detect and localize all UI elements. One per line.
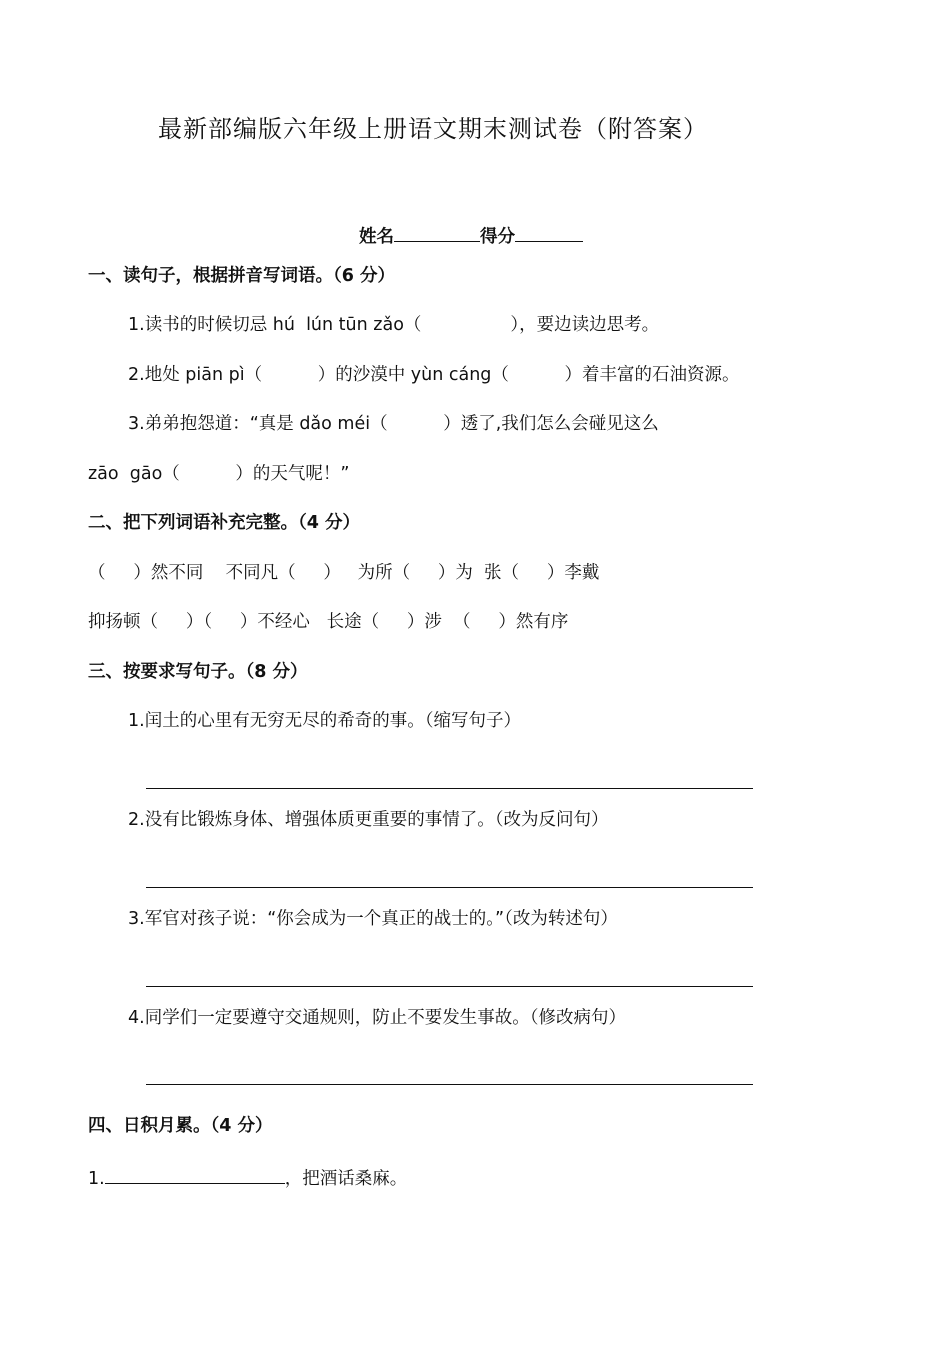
section1-heading: 一、读句子，根据拼音写词语。（6 分） [88, 266, 396, 286]
section2-row-2: 抑扬顿（ ）（ ）不经心 长途（ ）涉 （ ）然有序 [88, 612, 569, 632]
section3-question-3: 3.军官对孩子说：“你会成为一个真正的战士的。”（改为转述句） [128, 909, 618, 929]
section1-question-3-line1: 3.弟弟抱怨道：“真是 dǎo méi（ ）透了,我们怎么会碰见这么 [128, 414, 659, 434]
section2-heading: 二、把下列词语补充完整。（4 分） [88, 513, 361, 533]
section3-question-4: 4.同学们一定要遵守交通规则，防止不要发生事故。（修改病句） [128, 1008, 626, 1028]
section1-question-3-line2: zāo gāo（ ）的天气呢！” [88, 464, 350, 484]
section3-heading: 三、按要求写句子。（8 分） [88, 662, 308, 682]
section4-heading: 四、日积月累。（4 分） [88, 1116, 273, 1136]
section4-q1-blank[interactable] [105, 1168, 285, 1184]
section4-question-1 [88, 1168, 407, 1189]
answer-line-2[interactable] [146, 887, 753, 888]
section1-question-2: 2.地处 piān pì（ ）的沙漠中 yùn cáng（ ）着丰富的石油资源。 [128, 365, 740, 385]
answer-line-4[interactable] [146, 1084, 753, 1085]
section2-row-1: （ ）然不同 不同凡（ ） 为所（ ）为 张（ ）李戴 [88, 563, 600, 583]
section3-question-2: 2.没有比锻炼身体、增强体质更重要的事情了。（改为反问句） [128, 810, 609, 830]
section1-question-1: 1.读书的时候切忌 hú lún tūn zǎo（ ），要边读边思考。 [128, 315, 660, 335]
answer-line-3[interactable] [146, 986, 753, 987]
name-label: 姓名 [359, 227, 394, 247]
score-blank[interactable] [515, 226, 583, 242]
name-score-line [359, 226, 583, 247]
section4-q1-suffix: ，把酒话桑麻。 [284, 1169, 408, 1189]
section4-q1-prefix: 1. [88, 1169, 105, 1189]
score-label: 得分 [480, 227, 515, 247]
answer-line-1[interactable] [146, 788, 753, 789]
name-blank[interactable] [394, 226, 480, 242]
section3-question-1: 1.闰土的心里有无穷无尽的希奇的事。（缩写句子） [128, 711, 521, 731]
page-title: 最新部编版六年级上册语文期末测试卷（附答案） [158, 115, 708, 143]
